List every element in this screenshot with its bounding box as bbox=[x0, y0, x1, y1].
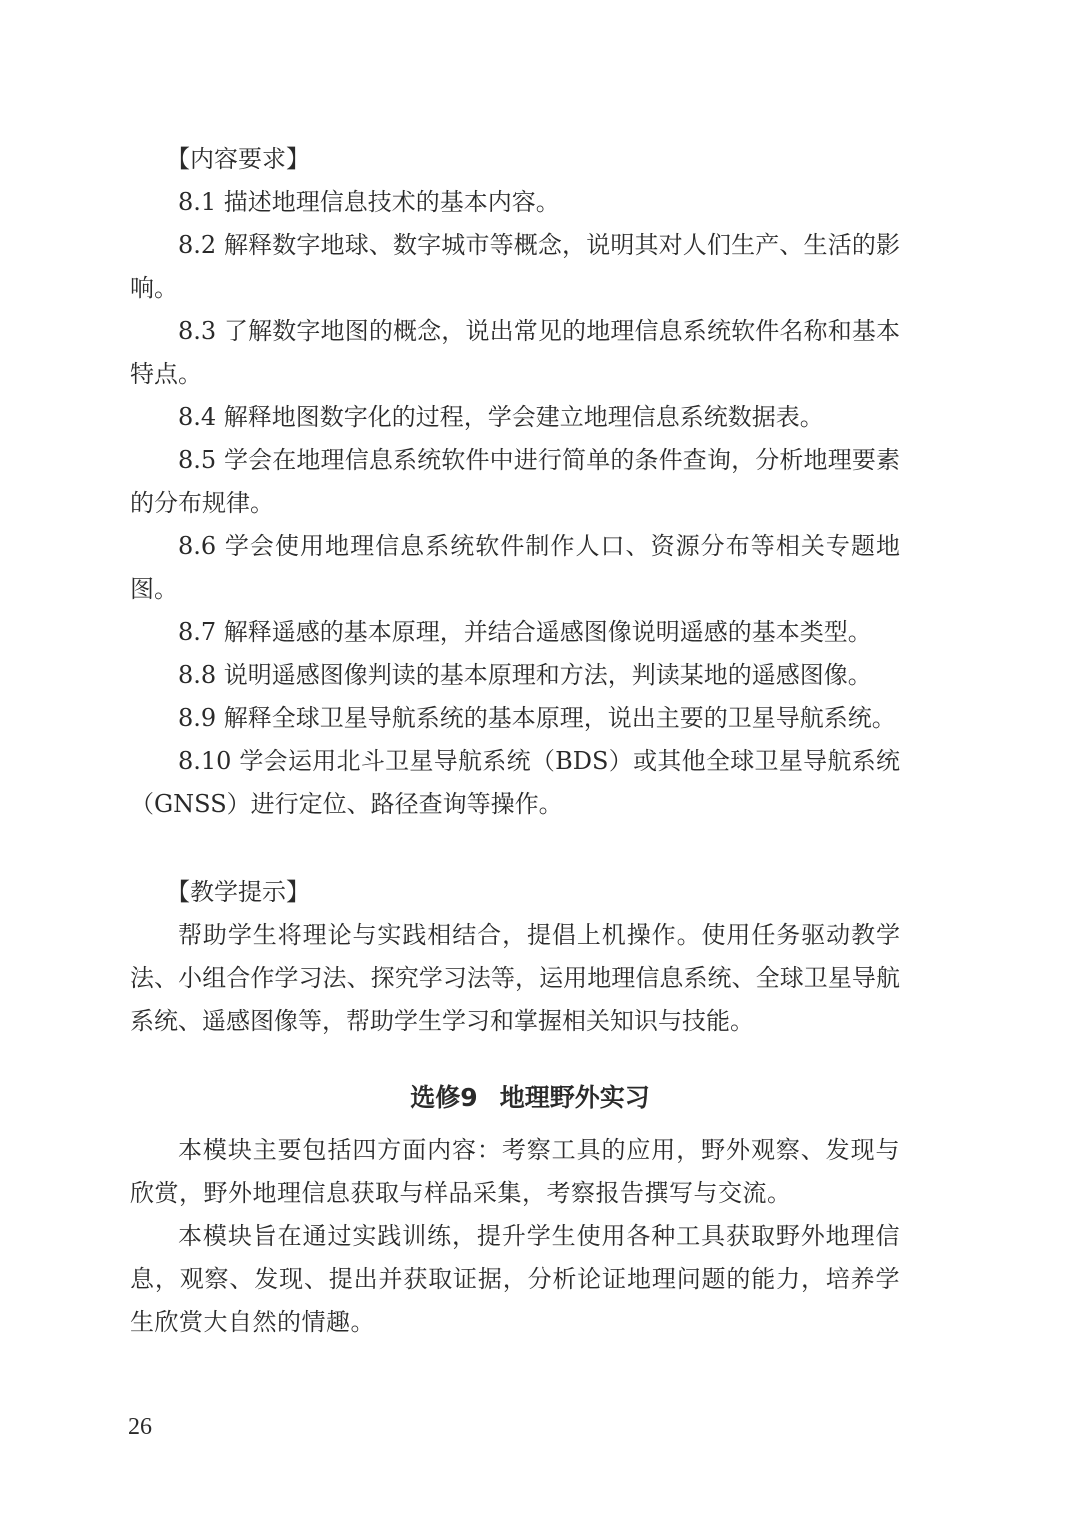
requirement-8-8: 8.8 说明遥感图像判读的基本原理和方法，判读某地的遥感图像。 bbox=[178, 661, 872, 689]
requirement-8-10: 8.10 学会运用北斗卫星导航系统（BDS）或其他全球卫星导航系统（GNSS）进行定位、路径查询等操作。 bbox=[130, 747, 900, 818]
module-intro-paragraph: 本模块主要包括四方面内容：考察工具的应用，野外观察、发现与欣赏，野外地理信息获取与样品采集，考察报告撰写与交流。 bbox=[130, 1136, 900, 1207]
requirement-8-4: 8.4 解释地图数字化的过程，学会建立地理信息系统数据表。 bbox=[178, 403, 824, 431]
requirement-8-6: 8.6 学会使用地理信息系统软件制作人口、资源分布等相关专题地图。 bbox=[130, 532, 900, 603]
requirement-8-9: 8.9 解释全球卫星导航系统的基本原理，说出主要的卫星导航系统。 bbox=[178, 704, 896, 732]
requirement-8-7: 8.7 解释遥感的基本原理，并结合遥感图像说明遥感的基本类型。 bbox=[178, 618, 872, 646]
teaching-tips-heading: 【教学提示】 bbox=[166, 878, 310, 906]
module-title-name: 地理野外实习 bbox=[499, 1083, 650, 1112]
content-requirements-heading: 【内容要求】 bbox=[166, 145, 310, 173]
teaching-tips-text: 帮助学生将理论与实践相结合，提倡上机操作。使用任务驱动教学法、小组合作学习法、探究学习法等，运用地理信息系统、全球卫星导航系统、遥感图像等，帮助学生学习和掌握相关知识与技能。 bbox=[130, 921, 900, 1035]
requirement-8-1: 8.1 描述地理信息技术的基本内容。 bbox=[178, 188, 560, 216]
module-title-number: 选修9 bbox=[410, 1083, 478, 1112]
page-number: 26 bbox=[128, 1414, 152, 1440]
module-title bbox=[160, 1076, 900, 1119]
module-goal-paragraph: 本模块旨在通过实践训练，提升学生使用各种工具获取野外地理信息，观察、发现、提出并获取证据，分析论证地理问题的能力，培养学生欣赏大自然的情趣。 bbox=[130, 1222, 900, 1336]
requirement-8-5: 8.5 学会在地理信息系统软件中进行简单的条件查询，分析地理要素的分布规律。 bbox=[130, 446, 900, 517]
requirement-8-2: 8.2 解释数字地球、数字城市等概念，说明其对人们生产、生活的影响。 bbox=[130, 231, 900, 302]
page-content bbox=[130, 138, 900, 1344]
requirement-8-3: 8.3 了解数字地图的概念，说出常见的地理信息系统软件名称和基本特点。 bbox=[130, 317, 900, 388]
